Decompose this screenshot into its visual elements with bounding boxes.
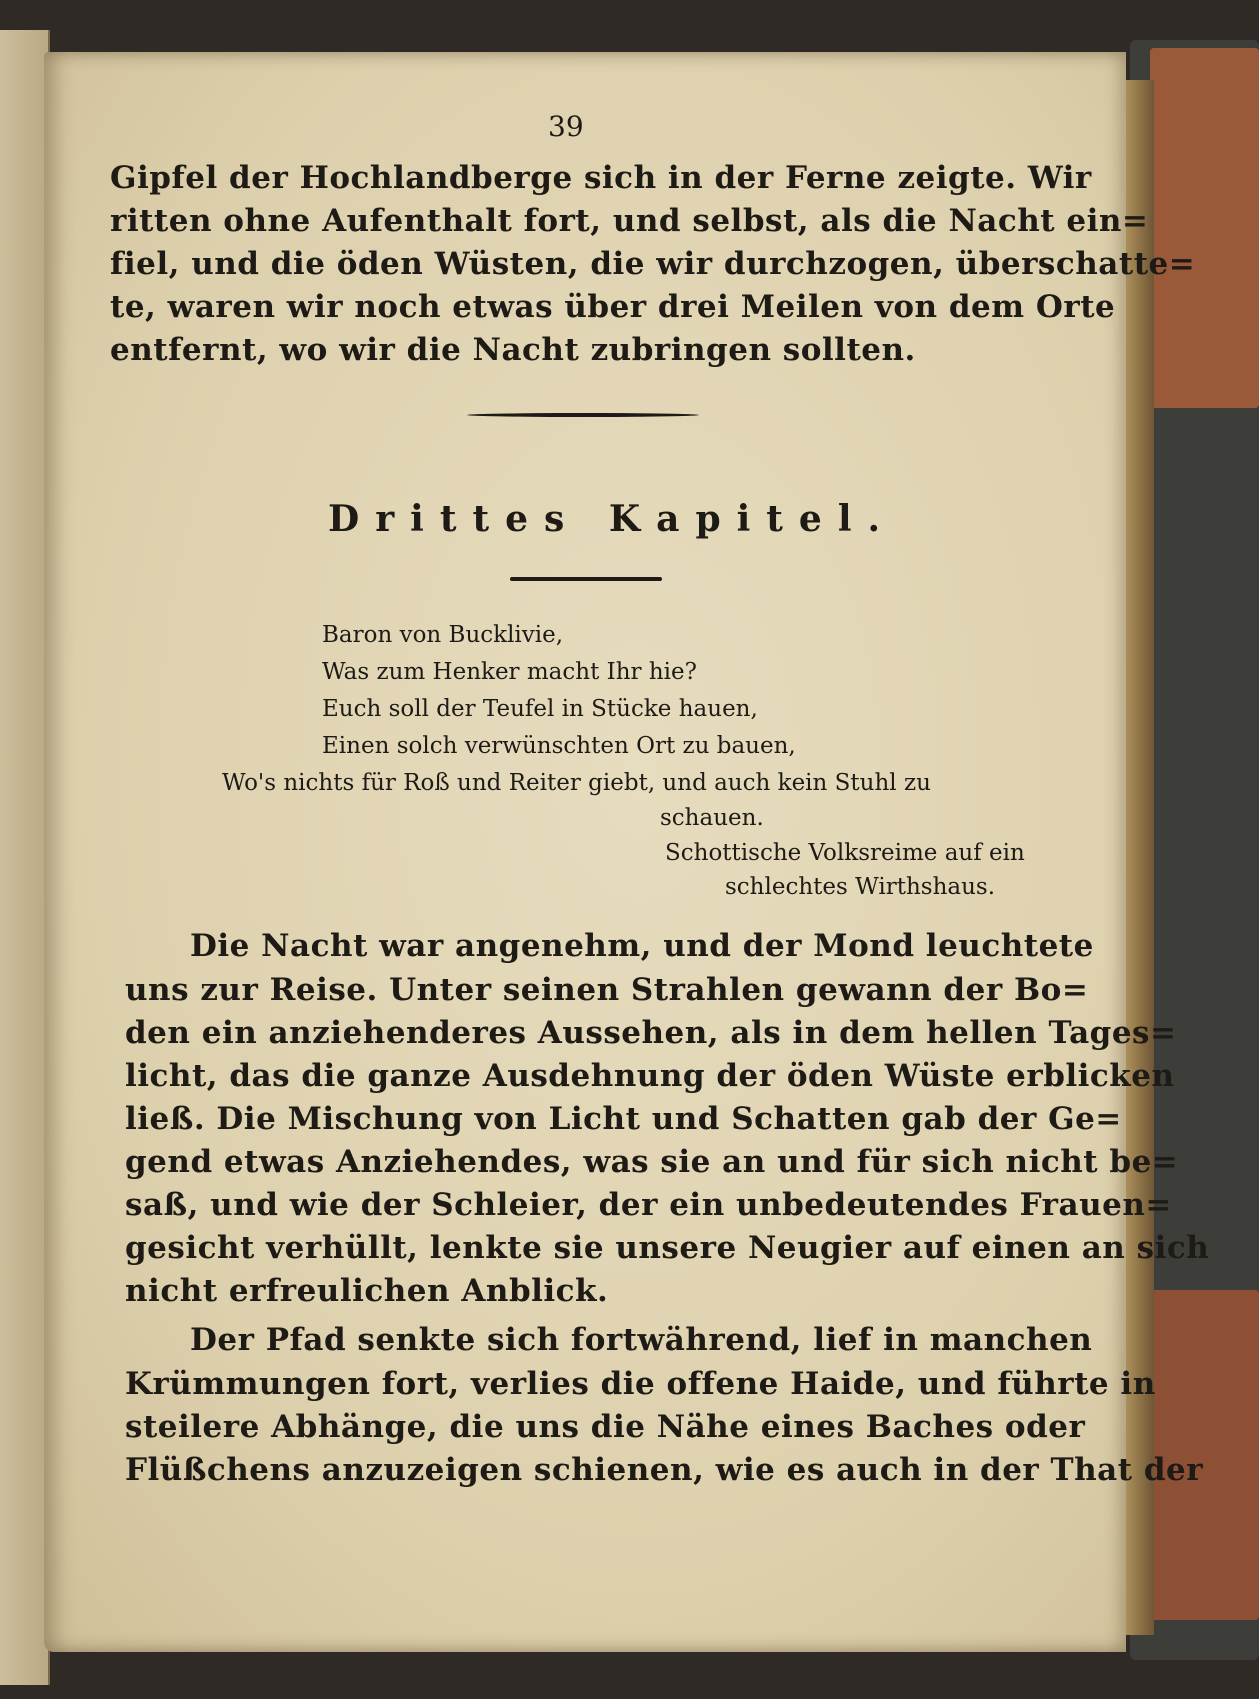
- chapter-rule: [510, 577, 662, 581]
- epigraph-line: Baron von Bucklivie,: [322, 622, 564, 648]
- text-line: ließ. Die Mischung von Licht und Schatten gab der Ge=: [125, 1101, 1122, 1137]
- epigraph-line: Wo's nichts für Roß und Reiter giebt, und auch kein Stuhl zu: [222, 770, 931, 796]
- text-line: entfernt, wo wir die Nacht zubringen sollten.: [110, 332, 916, 368]
- epigraph-line: schauen.: [660, 805, 764, 831]
- epigraph-line: Einen solch verwünschten Ort zu bauen,: [322, 733, 796, 759]
- text-line: Die Nacht war angenehm, und der Mond leuchtete: [190, 928, 1094, 964]
- epigraph-line: Euch soll der Teufel in Stücke hauen,: [322, 696, 758, 722]
- cover-corner-leather-top: [1150, 48, 1259, 408]
- text-line: den ein anziehenderes Aussehen, als in dem hellen Tages=: [125, 1015, 1177, 1051]
- epigraph-line: Was zum Henker macht Ihr hie?: [322, 659, 697, 685]
- text-line: steilere Abhänge, die uns die Nähe eines Baches oder: [125, 1409, 1086, 1445]
- ornamental-rule: [467, 413, 699, 417]
- text-line: Gipfel der Hochlandberge sich in der Ferne zeigte. Wir: [110, 160, 1092, 196]
- text-line: nicht erfreulichen Anblick.: [125, 1273, 609, 1309]
- text-line: Flüßchens anzuzeigen schienen, wie es auch in der That der: [125, 1452, 1204, 1488]
- text-line: te, waren wir noch etwas über drei Meilen von dem Orte: [110, 289, 1116, 325]
- text-line: licht, das die ganze Ausdehnung der öden Wüste erblicken: [125, 1058, 1175, 1094]
- text-line: saß, und wie der Schleier, der ein unbedeutendes Frauen=: [125, 1187, 1172, 1223]
- chapter-title: Drittes Kapitel.: [328, 498, 897, 540]
- epigraph-attribution: Schottische Volksreime auf ein: [665, 840, 1025, 866]
- text-line: uns zur Reise. Unter seinen Strahlen gewann der Bo=: [125, 972, 1089, 1008]
- text-line: Der Pfad senkte sich fortwährend, lief in manchen: [190, 1322, 1093, 1358]
- text-line: gend etwas Anziehendes, was sie an und für sich nicht be=: [125, 1144, 1179, 1180]
- text-line: ritten ohne Aufenthalt fort, und selbst, als die Nacht ein=: [110, 203, 1149, 239]
- facing-page-edge: [0, 30, 50, 1685]
- text-line: fiel, und die öden Wüsten, die wir durchzogen, überschatte=: [110, 246, 1196, 282]
- epigraph-attribution: schlechtes Wirthshaus.: [725, 874, 996, 900]
- page-number: 39: [548, 110, 584, 143]
- text-line: gesicht verhüllt, lenkte sie unsere Neugier auf einen an sich: [125, 1230, 1210, 1266]
- text-line: Krümmungen fort, verlies die offene Haide, und führte in: [125, 1366, 1156, 1402]
